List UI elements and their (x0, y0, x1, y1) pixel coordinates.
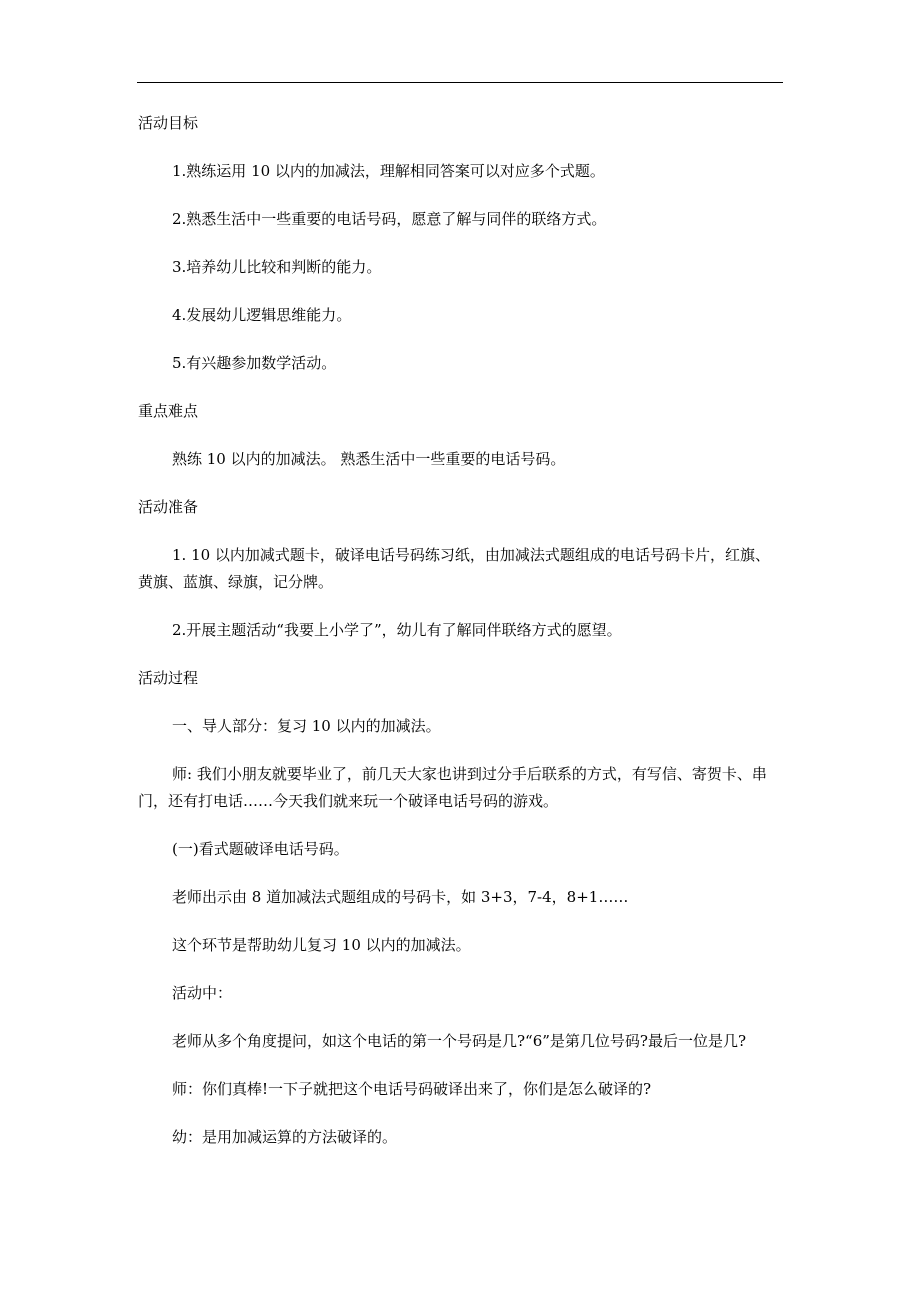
key-points-text: 熟练 10 以内的加减法。 熟悉生活中一些重要的电话号码。 (172, 450, 566, 468)
preparation-item-2: 2.开展主题活动“我要上小学了”，幼儿有了解同伴联络方式的愿望。 (172, 621, 622, 639)
process-paragraph: 师: 我们小朋友就要毕业了，前几天大家也讲到过分手后联系的方式，有写信、寄贺卡、串门，还有打电话……今天我们就来玩一个破译电话号码的游戏。 (138, 765, 767, 810)
process-paragraph: 这个环节是帮助幼儿复习 10 以内的加减法。 (172, 936, 471, 954)
process-paragraph: (一)看式题破译电话号码。 (172, 840, 349, 858)
goal-item-5: 5.有兴趣参加数学活动。 (172, 354, 337, 372)
process-paragraph: 老师从多个角度提问，如这个电话的第一个号码是几?“6”是第几位号码?最后一位是几? (172, 1032, 747, 1050)
preparation-item-1: 1. 10 以内加减式题卡，破译电话号码练习纸，由加减法式题组成的电话号码卡片，红旗、黄旗、蓝旗、绿旗，记分牌。 (138, 546, 770, 591)
section-heading-process: 活动过程 (138, 669, 199, 687)
header-rule (137, 82, 783, 83)
process-paragraph: 一、导人部分：复习 10 以内的加减法。 (172, 717, 441, 735)
section-heading-preparation: 活动准备 (138, 498, 199, 516)
section-heading-goals: 活动目标 (138, 114, 199, 132)
section-heading-key-points: 重点难点 (138, 402, 199, 420)
process-paragraph: 活动中： (172, 984, 233, 1002)
process-paragraph: 幼：是用加减运算的方法破译的。 (172, 1128, 398, 1146)
goal-item-1: 1.熟练运用 10 以内的加减法，理解相同答案可以对应多个式题。 (172, 162, 605, 180)
goal-item-3: 3.培养幼儿比较和判断的能力。 (172, 258, 382, 276)
goal-item-2: 2.熟悉生活中一些重要的电话号码，愿意了解与同伴的联络方式。 (172, 210, 607, 228)
goal-item-4: 4.发展幼儿逻辑思维能力。 (172, 306, 352, 324)
document-body (138, 110, 784, 1151)
process-paragraph: 师：你们真棒!一下子就把这个电话号码破译出来了，你们是怎么破译的? (172, 1080, 652, 1098)
process-paragraph: 老师出示由 8 道加减法式题组成的号码卡，如 3+3，7-4，8+1…… (172, 888, 629, 906)
